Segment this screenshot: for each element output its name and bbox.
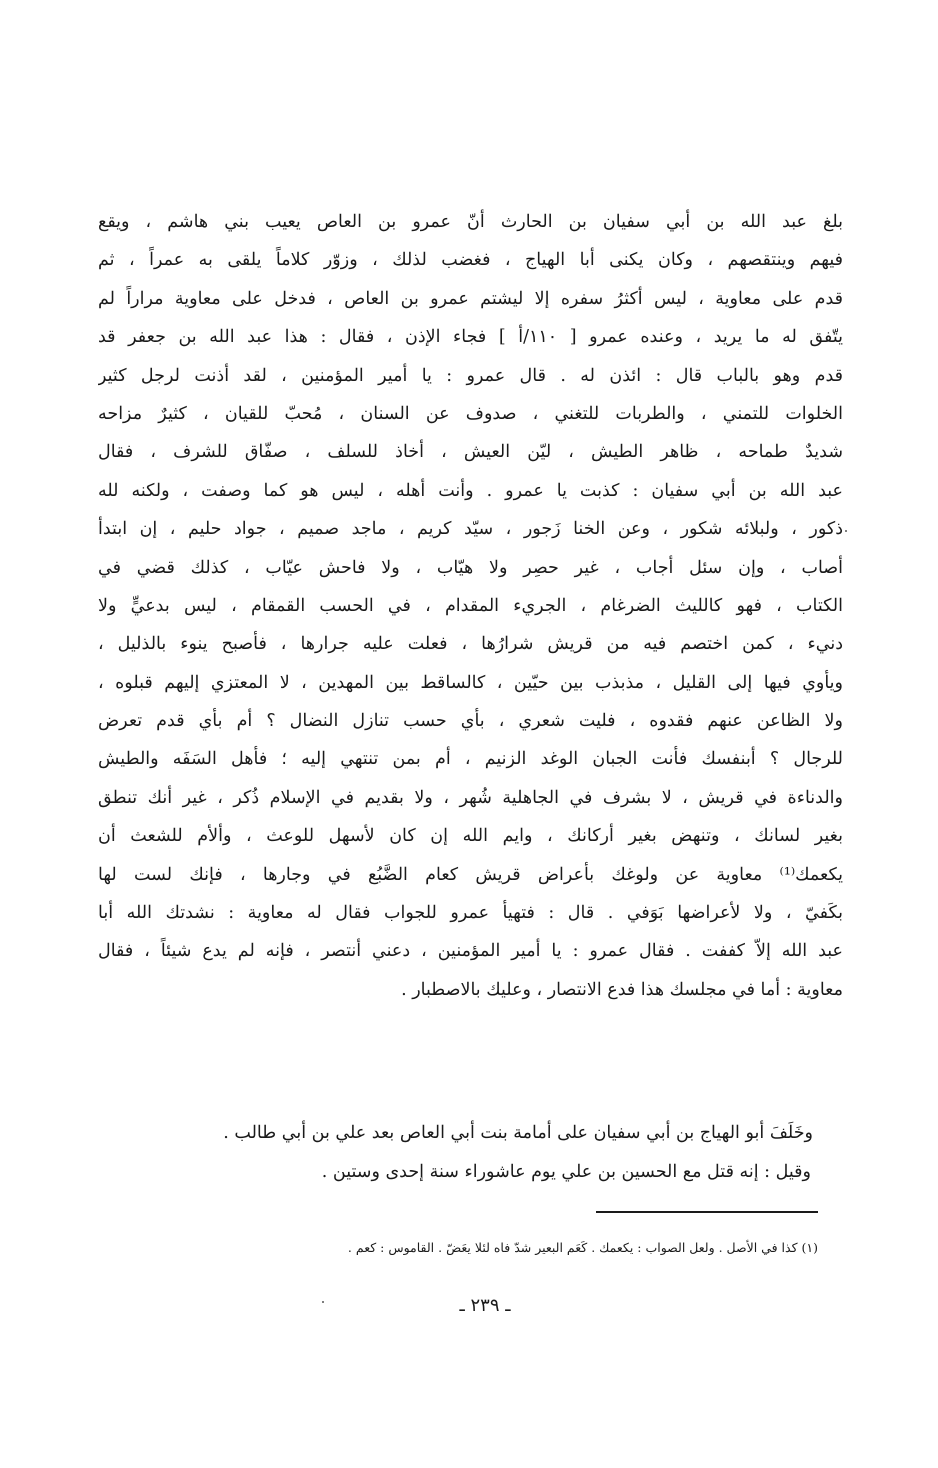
second-paragraph: وخَلَفَ أبو الهياج بن أبي سفيان على أمامة بنت أبي العاص بعد علي بن أبي طالب . xyxy=(223,1123,813,1143)
footnote-separator xyxy=(596,1211,818,1213)
text-line: عبد الله بن أبي سفيان : كذبت يا عمرو . وأنت أهله ، ليس هو كما وصفت ، ولكنه لله xyxy=(98,480,843,501)
scan-speck xyxy=(845,530,847,532)
text-line: أصاب ، وإن سئل أجاب ، غير حصِر ولا هيّاب ، ولا فاحش عيّاب ، كذلك قضي في xyxy=(98,557,843,578)
text-line: والدناءة في قريش ، لا بشرف في الجاهلية شُهر ، ولا بقديم في الإسلام ذُكر ، غير أنك تنطق xyxy=(98,787,843,808)
text-line: قدم وهو بالباب قال : ائذن له . قال عمرو : يا أمير المؤمنين ، لقد أذنت لرجل كثير xyxy=(98,365,843,386)
page-number: ـ ٢٣٩ ـ xyxy=(459,1295,511,1316)
main-paragraph xyxy=(98,203,843,1009)
text-line: بلغ عبد الله بن أبي سفيان بن الحارث أنّ عمرو بن العاص يعيب بني هاشم ، ويقع xyxy=(98,212,843,232)
text-line: معاوية : أما في مجلسك هذا فدع الانتصار ، وعليك بالاصطبار . xyxy=(401,979,843,1000)
text-line: يكعمك⁽¹⁾ معاوية عن ولوغك بأعراض قريش كعام الضَّبُع في وجارها ، فإنك لست لها xyxy=(98,864,843,885)
text-line: قدم على معاوية ، ليس أكثرُ سفره إلا ليشتم عمرو بن العاص ، فدخل على معاوية مراراً لم xyxy=(98,288,843,309)
text-line: بغير لسانك ، وتنهض بغير أركانك ، وايم الله إن كان لأسهل للوعث ، وألأم للشعث أن xyxy=(98,826,843,847)
text-line: للرجال ؟ أبنفسك فأنت الجبان الوغد الزنيم ، أم بمن تنتهي إليه ؛ فأهل السَفَه والطيش xyxy=(98,749,843,770)
text-line: عبد الله إلاّ كففت . فقال عمرو : يا أمير المؤمنين ، دعني أنتصر ، فإنه لم يدع شيئاً ، فقال xyxy=(98,941,843,962)
text-line: ولا الظاعن عنهم فقدوه ، فليت شعري ، بأي حسب تنازل النضال ؟ أم بأي قدم تعرض xyxy=(98,711,843,732)
scan-speck xyxy=(322,1301,324,1303)
text-line: دنيء ، كمن اختصم فيه من قريش شرارُها ، فعلت عليه جرارها ، فأصبح ينوء بالذليل ، xyxy=(98,634,843,655)
text-line: ويأوي فيها إلى القليل ، مذبذب بين حيّين ، كالساقط بين المهدين ، لا المعتزي إليهم قبلوه ، xyxy=(98,672,843,693)
text-line: الخلوات للتمني ، والطربات للتغني ، صدوف عن السنان ، مُحبّ للقيان ، كثيرٌ مزاحه xyxy=(98,403,843,424)
text-line: ذكور ، ولبلائه شكور ، وعن الخنا زَجور ، سيّد كريم ، ماجد صميم ، جواد حليم ، إن ابتدأ xyxy=(98,519,843,540)
text-line: الكتاب ، فهو كالليث الضرغام ، الجريء المقدام ، في الحسب القمقام ، ليس بدعيٍّ ولا xyxy=(98,595,843,616)
text-line: فيهم وينتقصهم ، وكان يكنى أبا الهياج ، فغضب لذلك ، وزوّر كلاماً يلقى به عمراً ، ثم xyxy=(98,250,843,271)
text-line: يتّفق له ما يريد ، وعنده عمرو [ ١١٠/أ ] فجاء الإذن ، فقال : هذا عبد الله بن جعفر قد xyxy=(98,327,843,348)
third-paragraph: وقيل : إنه قتل مع الحسين بن علي يوم عاشوراء سنة إحدى وستين . xyxy=(321,1162,811,1182)
text-line: شديدٌ طماحه ، ظاهر الطيش ، ليّن العيش ، أخاذ للسلف ، صفّاق للشرف ، فقال xyxy=(98,442,843,463)
footnote: (١) كذا في الأصل . ولعل الصواب : يكعمك . كَعَم البعير شدّ فاه لئلا يعَضّ . القاموس : كعم . xyxy=(347,1240,818,1255)
text-line: بكَفيّ ، ولا لأعراضها بَوَفي . قال : فتهيأ عمرو للجواب فقال له معاوية : نشدتك الله أبا xyxy=(98,903,843,924)
